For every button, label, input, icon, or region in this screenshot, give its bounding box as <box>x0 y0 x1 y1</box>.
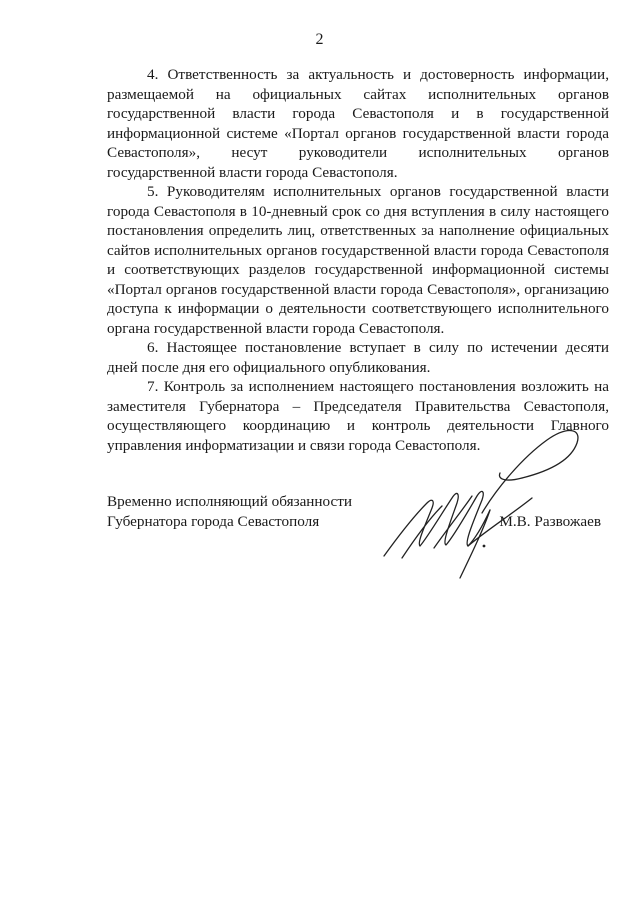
handwritten-signature <box>372 418 592 593</box>
page-number: 2 <box>315 31 324 48</box>
paragraph-7: 7. Контроль за исполнением настоящего постановления возложить на заместителя Губернатора – Председателя Правительства Севастополя, осуществляющего координацию и контроль деятельности Главного управления информатизации и связи города Севастополя. <box>107 378 609 454</box>
paragraph-5: 5. Руководителям исполнительных органов государственной власти города Севастополя в 10-дневный срок со дня вступления в силу настоящего постановления определить лиц, ответственных за наполнение официальных сайтов исполнительных органов государственной власти города Севастополя и соответствующих разделов государственной информационной системы «Портал органов государственной власти города Севастополя», организацию доступа к информации о деятельности соответствующего исполнительного органа государственной власти города Севастополя. <box>107 183 609 337</box>
paragraph-4: 4. Ответственность за актуальность и достоверность информации, размещаемой на официальных сайтах исполнительных органов государственной власти города Севастополя и в государственной информационной системе «Портал органов государственной власти города Севастополя», несут руководители исполнительных органов государственной власти города Севастополя. <box>107 66 609 181</box>
document-body <box>107 65 609 455</box>
signer-position-line-1: Временно исполняющий обязанности <box>107 493 353 510</box>
signer-position-line-2: Губернатора города Севастополя <box>107 512 320 530</box>
signer-name: М.В. Развожаев <box>499 512 601 530</box>
paragraph-6: 6. Настоящее постановление вступает в силу по истечении десяти дней после дня его официального опубликования. <box>107 339 609 376</box>
